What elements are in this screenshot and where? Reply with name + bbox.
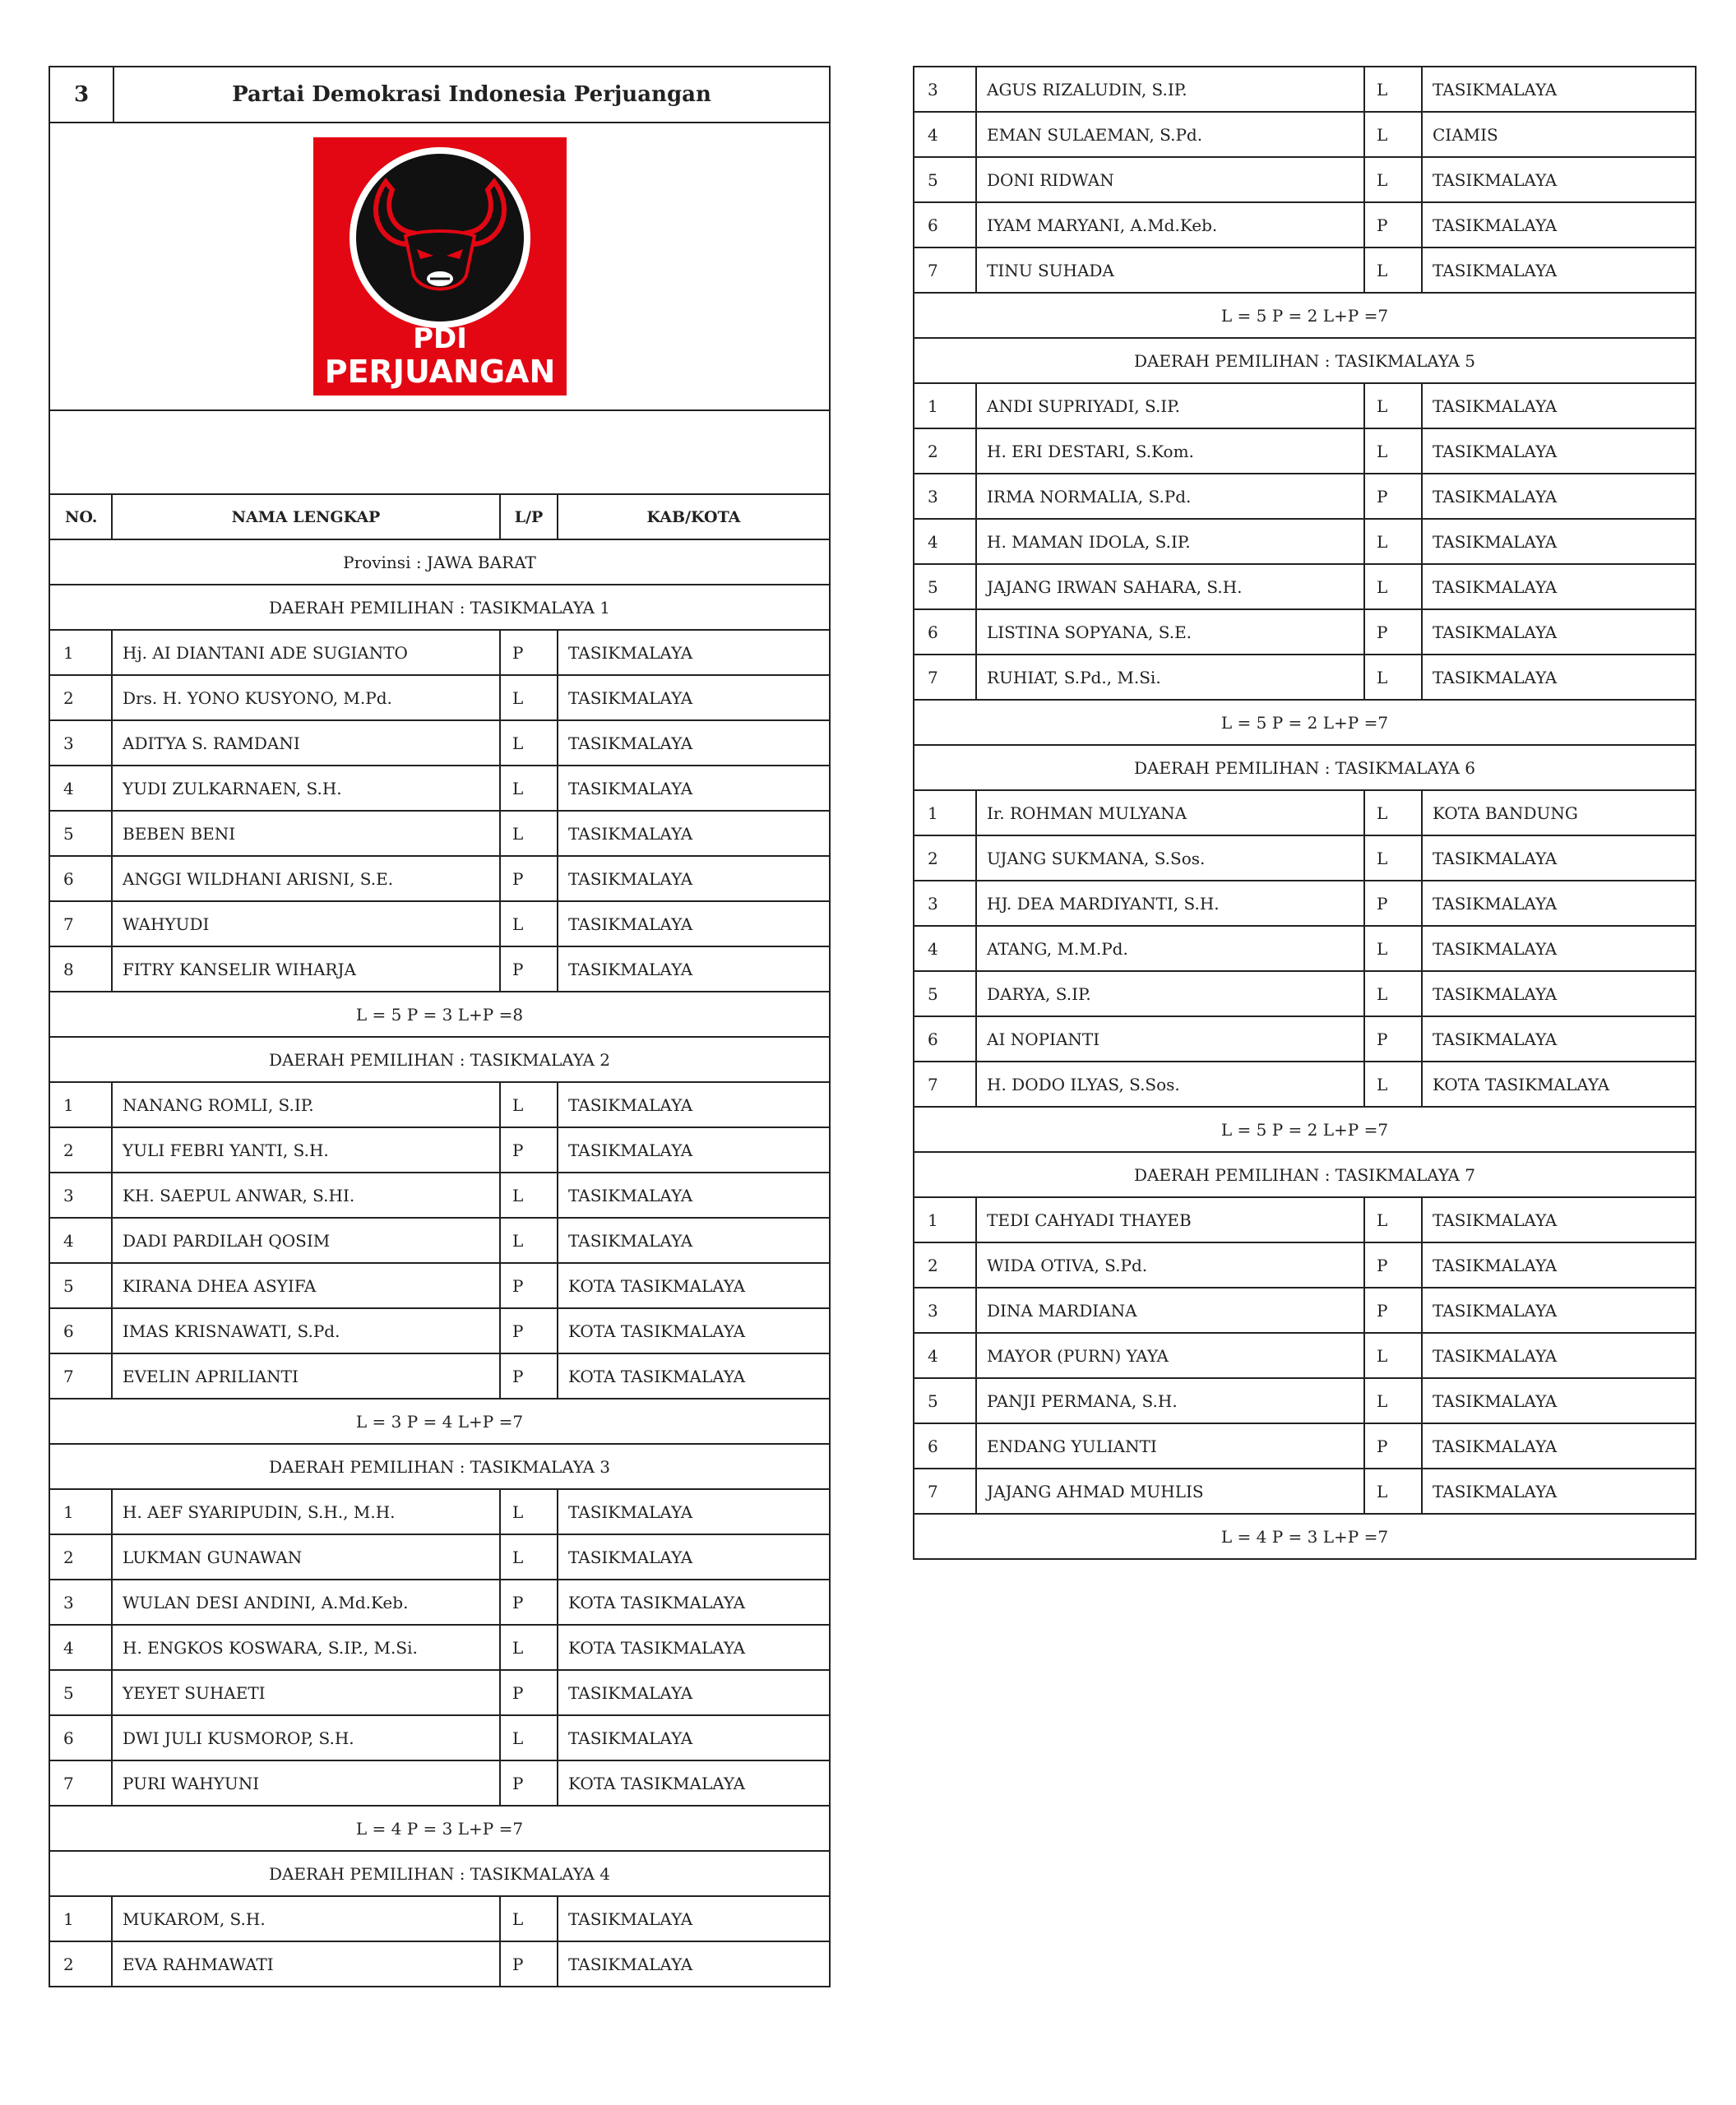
cell-kab: KOTA BANDUNG xyxy=(1433,803,1578,823)
cell-lp: P xyxy=(501,947,558,991)
cell-no: 5 xyxy=(914,565,977,608)
cell-kab: TASIKMALAYA xyxy=(1433,1300,1558,1321)
cell-kab: TASIKMALAYA xyxy=(568,1140,693,1160)
cell-lp: P xyxy=(501,1309,558,1353)
summary-row: L = 3 P = 4 L+P =7 xyxy=(50,1399,829,1445)
cell-kab: KOTA TASIKMALAYA xyxy=(568,1637,746,1658)
cell-lp: L xyxy=(1365,836,1423,880)
summary-row: L = 5 P = 3 L+P =8 xyxy=(50,992,829,1038)
cell-name: DADI PARDILAH QOSIM xyxy=(113,1219,501,1262)
cell-name: WIDA OTIVA, S.Pd. xyxy=(977,1243,1365,1287)
cell-lp: L xyxy=(501,1173,558,1217)
cell-lp: P xyxy=(1365,1017,1423,1061)
cell-kab: TASIKMALAYA xyxy=(568,1185,693,1205)
cell-kab: TASIKMALAYA xyxy=(568,1547,693,1567)
col-no-header: NO. xyxy=(50,495,113,539)
cell-lp: P xyxy=(501,1354,558,1398)
cell-lp: L xyxy=(1365,1379,1423,1423)
table-row xyxy=(914,1379,1695,1424)
cell-name: JAJANG IRWAN SAHARA, S.H. xyxy=(977,565,1365,608)
cell-no: 7 xyxy=(914,248,977,292)
cell-no: 1 xyxy=(50,1490,113,1534)
cell-no: 2 xyxy=(914,429,977,473)
cell-kab: TASIKMALAYA xyxy=(1433,396,1558,416)
cell-name: H. ERI DESTARI, S.Kom. xyxy=(977,429,1365,473)
cell-no: 3 xyxy=(914,881,977,925)
cell-kab: TASIKMALAYA xyxy=(568,642,693,663)
cell-kab: TASIKMALAYA xyxy=(1433,1390,1558,1411)
district-header: DAERAH PEMILIHAN : TASIKMALAYA 6 xyxy=(914,746,1695,791)
table-row xyxy=(914,881,1695,927)
cell-no: 5 xyxy=(914,972,977,1015)
cell-lp: L xyxy=(501,1897,558,1941)
cell-lp: P xyxy=(501,1942,558,1986)
table-row xyxy=(50,721,829,766)
cell-no: 3 xyxy=(914,474,977,518)
cell-no: 1 xyxy=(50,631,113,674)
left-table-body xyxy=(50,540,829,1986)
cell-name: EMAN SULAEMAN, S.Pd. xyxy=(977,113,1365,156)
district-header: DAERAH PEMILIHAN : TASIKMALAYA 4 xyxy=(50,1852,829,1897)
cell-kab: TASIKMALAYA xyxy=(1433,260,1558,280)
party-header xyxy=(50,67,829,123)
col-lp-header: L/P xyxy=(501,495,558,539)
cell-kab: TASIKMALAYA xyxy=(568,687,693,708)
cell-kab: TASIKMALAYA xyxy=(1433,938,1558,959)
cell-lp: L xyxy=(1365,248,1423,292)
table-row xyxy=(914,113,1695,158)
cell-name: MUKAROM, S.H. xyxy=(113,1897,501,1941)
table-row xyxy=(914,836,1695,881)
cell-lp: L xyxy=(1365,429,1423,473)
cell-no: 5 xyxy=(914,1379,977,1423)
cell-kab: TASIKMALAYA xyxy=(1433,667,1558,687)
cell-lp: L xyxy=(1365,791,1423,835)
cell-lp: L xyxy=(1365,972,1423,1015)
table-row xyxy=(50,1580,829,1626)
cell-lp: P xyxy=(501,631,558,674)
cell-name: ADITYA S. RAMDANI xyxy=(113,721,501,765)
right-table xyxy=(913,66,1697,1560)
table-row xyxy=(50,1626,829,1671)
cell-no: 7 xyxy=(50,1761,113,1805)
cell-lp: P xyxy=(501,1671,558,1714)
cell-no: 6 xyxy=(50,1309,113,1353)
cell-kab: TASIKMALAYA xyxy=(1433,441,1558,461)
cell-name: ANGGI WILDHANI ARISNI, S.E. xyxy=(113,857,501,900)
table-row xyxy=(914,1334,1695,1379)
cell-name: YUDI ZULKARNAEN, S.H. xyxy=(113,766,501,810)
cell-kab: TASIKMALAYA xyxy=(1433,622,1558,642)
cell-name: FITRY KANSELIR WIHARJA xyxy=(113,947,501,991)
cell-name: DWI JULI KUSMOROP, S.H. xyxy=(113,1716,501,1760)
table-row xyxy=(914,384,1695,429)
cell-kab: TASIKMALAYA xyxy=(1433,1210,1558,1230)
cell-kab: TASIKMALAYA xyxy=(1433,486,1558,507)
cell-lp: L xyxy=(1365,67,1423,111)
table-row xyxy=(914,972,1695,1017)
cell-lp: L xyxy=(1365,520,1423,563)
district-header: DAERAH PEMILIHAN : TASIKMALAYA 2 xyxy=(50,1038,829,1083)
cell-kab: TASIKMALAYA xyxy=(1433,983,1558,1004)
table-row xyxy=(50,1671,829,1716)
cell-no: 2 xyxy=(914,1243,977,1287)
cell-name: IYAM MARYANI, A.Md.Keb. xyxy=(977,203,1365,247)
cell-name: ATANG, M.M.Pd. xyxy=(977,927,1365,970)
cell-name: IRMA NORMALIA, S.Pd. xyxy=(977,474,1365,518)
cell-no: 4 xyxy=(50,766,113,810)
cell-name: DONI RIDWAN xyxy=(977,158,1365,201)
table-row xyxy=(50,1716,829,1761)
table-row xyxy=(50,812,829,857)
cell-name: EVA RAHMAWATI xyxy=(113,1942,501,1986)
cell-no: 4 xyxy=(914,1334,977,1377)
table-row xyxy=(50,1490,829,1535)
table-row xyxy=(914,248,1695,294)
cell-lp: L xyxy=(1365,655,1423,699)
pdip-logo xyxy=(313,137,567,396)
cell-lp: L xyxy=(1365,113,1423,156)
table-row xyxy=(914,791,1695,836)
cell-lp: L xyxy=(501,1535,558,1579)
cell-lp: L xyxy=(1365,158,1423,201)
summary-row: Provinsi : JAWA BARAT xyxy=(50,540,829,585)
table-row xyxy=(914,1424,1695,1469)
cell-name: PURI WAHYUNI xyxy=(113,1761,501,1805)
table-row xyxy=(50,1083,829,1128)
table-row xyxy=(914,655,1695,701)
table-row xyxy=(914,610,1695,655)
cell-lp: L xyxy=(1365,1198,1423,1242)
cell-kab: TASIKMALAYA xyxy=(1433,1481,1558,1501)
table-row xyxy=(914,1198,1695,1243)
cell-no: 7 xyxy=(50,902,113,946)
cell-kab: TASIKMALAYA xyxy=(1433,531,1558,552)
cell-no: 3 xyxy=(50,1580,113,1624)
cell-kab: KOTA TASIKMALAYA xyxy=(568,1592,746,1612)
cell-no: 6 xyxy=(914,203,977,247)
cell-kab: TASIKMALAYA xyxy=(1433,848,1558,868)
table-row xyxy=(50,1309,829,1354)
cell-lp: L xyxy=(501,812,558,855)
summary-row: L = 5 P = 2 L+P =7 xyxy=(914,294,1695,339)
cell-name: H. MAMAN IDOLA, S.IP. xyxy=(977,520,1365,563)
cell-lp: P xyxy=(1365,474,1423,518)
cell-no: 3 xyxy=(914,1288,977,1332)
cell-lp: P xyxy=(501,1580,558,1624)
cell-no: 5 xyxy=(914,158,977,201)
table-row xyxy=(914,1017,1695,1062)
cell-kab: TASIKMALAYA xyxy=(1433,1029,1558,1049)
cell-kab: TASIKMALAYA xyxy=(568,1094,693,1115)
cell-kab: TASIKMALAYA xyxy=(568,1908,693,1929)
cell-kab: TASIKMALAYA xyxy=(1433,169,1558,190)
table-row xyxy=(914,927,1695,972)
cell-lp: P xyxy=(1365,610,1423,654)
cell-lp: L xyxy=(501,766,558,810)
cell-no: 1 xyxy=(914,1198,977,1242)
district-header: DAERAH PEMILIHAN : TASIKMALAYA 7 xyxy=(914,1153,1695,1198)
cell-lp: L xyxy=(501,902,558,946)
cell-lp: L xyxy=(501,1083,558,1127)
cell-no: 7 xyxy=(914,655,977,699)
cell-kab: TASIKMALAYA xyxy=(568,823,693,844)
cell-lp: L xyxy=(501,1626,558,1669)
cell-no: 4 xyxy=(50,1626,113,1669)
cell-kab: KOTA TASIKMALAYA xyxy=(568,1321,746,1341)
cell-name: H. AEF SYARIPUDIN, S.H., M.H. xyxy=(113,1490,501,1534)
cell-no: 5 xyxy=(50,1264,113,1307)
cell-no: 4 xyxy=(50,1219,113,1262)
cell-no: 6 xyxy=(914,1017,977,1061)
cell-lp: L xyxy=(501,676,558,719)
cell-name: KIRANA DHEA ASYIFA xyxy=(113,1264,501,1307)
table-row xyxy=(50,1897,829,1942)
cell-no: 4 xyxy=(914,520,977,563)
table-row xyxy=(914,1288,1695,1334)
cell-no: 6 xyxy=(50,1716,113,1760)
cell-lp: P xyxy=(501,1761,558,1805)
cell-kab: KOTA TASIKMALAYA xyxy=(568,1773,746,1793)
cell-name: BEBEN BENI xyxy=(113,812,501,855)
cell-name: H. ENGKOS KOSWARA, S.IP., M.Si. xyxy=(113,1626,501,1669)
cell-name: UJANG SUKMANA, S.Sos. xyxy=(977,836,1365,880)
cell-name: AGUS RIZALUDIN, S.IP. xyxy=(977,67,1365,111)
cell-no: 2 xyxy=(50,676,113,719)
table-row xyxy=(50,902,829,947)
cell-name: Ir. ROHMAN MULYANA xyxy=(977,791,1365,835)
cell-no: 1 xyxy=(914,384,977,428)
cell-no: 2 xyxy=(50,1942,113,1986)
cell-kab: TASIKMALAYA xyxy=(1433,1436,1558,1456)
cell-kab: TASIKMALAYA xyxy=(568,778,693,798)
cell-no: 2 xyxy=(50,1535,113,1579)
cell-no: 3 xyxy=(50,1173,113,1217)
summary-row: L = 5 P = 2 L+P =7 xyxy=(914,701,1695,746)
table-row xyxy=(914,429,1695,474)
cell-no: 6 xyxy=(914,1424,977,1468)
cell-kab: CIAMIS xyxy=(1433,124,1498,145)
cell-kab: TASIKMALAYA xyxy=(1433,79,1558,99)
logo-cell xyxy=(50,123,829,411)
cell-no: 7 xyxy=(914,1062,977,1106)
right-table-body xyxy=(914,67,1695,1558)
cell-lp: P xyxy=(1365,1424,1423,1468)
table-row xyxy=(50,1761,829,1807)
table-row xyxy=(50,1219,829,1264)
cell-name: WAHYUDI xyxy=(113,902,501,946)
cell-name: LISTINA SOPYANA, S.E. xyxy=(977,610,1365,654)
cell-name: MAYOR (PURN) YAYA xyxy=(977,1334,1365,1377)
cell-lp: L xyxy=(501,1716,558,1760)
cell-no: 5 xyxy=(50,1671,113,1714)
summary-row: L = 4 P = 3 L+P =7 xyxy=(1220,1526,1389,1547)
cell-lp: L xyxy=(1365,1334,1423,1377)
cell-kab: TASIKMALAYA xyxy=(1433,576,1558,597)
cell-lp: L xyxy=(1365,1062,1423,1106)
district-header: DAERAH PEMILIHAN : TASIKMALAYA 3 xyxy=(50,1445,829,1490)
cell-name: KH. SAEPUL ANWAR, S.HI. xyxy=(113,1173,501,1217)
table-row xyxy=(50,1173,829,1219)
column-header-row xyxy=(50,495,829,540)
cell-name: EVELIN APRILIANTI xyxy=(113,1354,501,1398)
table-row xyxy=(914,203,1695,248)
table-row xyxy=(914,474,1695,520)
cell-kab: TASIKMALAYA xyxy=(1433,1255,1558,1275)
table-row xyxy=(914,1062,1695,1108)
left-table xyxy=(49,66,831,1987)
table-row xyxy=(914,158,1695,203)
table-row xyxy=(50,631,829,676)
cell-no: 2 xyxy=(50,1128,113,1172)
blank-row xyxy=(50,411,829,495)
cell-kab: TASIKMALAYA xyxy=(1433,893,1558,914)
cell-name: Drs. H. YONO KUSYONO, M.Pd. xyxy=(113,676,501,719)
cell-no: 5 xyxy=(50,812,113,855)
table-row xyxy=(914,1243,1695,1288)
cell-kab: TASIKMALAYA xyxy=(568,959,693,979)
cell-kab: TASIKMALAYA xyxy=(568,1682,693,1703)
district-header: DAERAH PEMILIHAN : TASIKMALAYA 5 xyxy=(914,339,1695,384)
party-name: Partai Demokrasi Indonesia Perjuangan xyxy=(232,82,711,107)
cell-lp: P xyxy=(1365,203,1423,247)
table-row xyxy=(914,520,1695,565)
cell-kab: KOTA TASIKMALAYA xyxy=(568,1275,746,1296)
table-row xyxy=(914,67,1695,113)
table-row xyxy=(50,766,829,812)
cell-name: ENDANG YULIANTI xyxy=(977,1424,1365,1468)
table-row xyxy=(914,1469,1695,1515)
party-number: 3 xyxy=(50,67,114,122)
table-row xyxy=(50,857,829,902)
cell-name: TINU SUHADA xyxy=(977,248,1365,292)
logo-text-perjuangan: PERJUANGAN xyxy=(324,354,555,390)
cell-lp: L xyxy=(1365,384,1423,428)
cell-kab: KOTA TASIKMALAYA xyxy=(1433,1074,1610,1094)
cell-lp: P xyxy=(501,1128,558,1172)
cell-no: 1 xyxy=(914,791,977,835)
cell-kab: TASIKMALAYA xyxy=(1433,215,1558,235)
cell-lp: L xyxy=(501,1490,558,1534)
cell-name: HJ. DEA MARDIYANTI, S.H. xyxy=(977,881,1365,925)
cell-lp: P xyxy=(1365,1243,1423,1287)
cell-lp: L xyxy=(1365,565,1423,608)
cell-name: Hj. AI DIANTANI ADE SUGIANTO xyxy=(113,631,501,674)
cell-name: PANJI PERMANA, S.H. xyxy=(977,1379,1365,1423)
summary-row: L = 4 P = 3 L+P =7 xyxy=(50,1807,829,1852)
cell-no: 8 xyxy=(50,947,113,991)
cell-lp: L xyxy=(501,1219,558,1262)
cell-name: H. DODO ILYAS, S.Sos. xyxy=(977,1062,1365,1106)
cell-no: 6 xyxy=(50,857,113,900)
cell-name: JAJANG AHMAD MUHLIS xyxy=(977,1469,1365,1513)
cell-lp: P xyxy=(501,857,558,900)
table-row xyxy=(914,565,1695,610)
district-header: DAERAH PEMILIHAN : TASIKMALAYA 1 xyxy=(50,585,829,631)
cell-kab: KOTA TASIKMALAYA xyxy=(568,1366,746,1386)
cell-lp: L xyxy=(501,721,558,765)
cell-no: 7 xyxy=(914,1469,977,1513)
cell-name: ANDI SUPRIYADI, S.IP. xyxy=(977,384,1365,428)
cell-kab: TASIKMALAYA xyxy=(568,1501,693,1522)
table-row xyxy=(50,1354,829,1399)
cell-lp: L xyxy=(1365,927,1423,970)
cell-kab: TASIKMALAYA xyxy=(568,733,693,753)
cell-no: 3 xyxy=(914,67,977,111)
cell-name: LUKMAN GUNAWAN xyxy=(113,1535,501,1579)
cell-lp: P xyxy=(1365,1288,1423,1332)
cell-name: YEYET SUHAETI xyxy=(113,1671,501,1714)
cell-kab: TASIKMALAYA xyxy=(568,868,693,889)
table-row xyxy=(50,1535,829,1580)
cell-name: AI NOPIANTI xyxy=(977,1017,1365,1061)
cell-no: 1 xyxy=(50,1083,113,1127)
cell-name: IMAS KRISNAWATI, S.Pd. xyxy=(113,1309,501,1353)
logo-text-pdi: PDI xyxy=(412,322,467,355)
cell-name: NANANG ROMLI, S.IP. xyxy=(113,1083,501,1127)
cell-name: WULAN DESI ANDINI, A.Md.Keb. xyxy=(113,1580,501,1624)
cell-no: 6 xyxy=(914,610,977,654)
summary-row: L = 5 P = 2 L+P =7 xyxy=(914,1108,1695,1153)
cell-kab: TASIKMALAYA xyxy=(1433,1345,1558,1366)
cell-lp: P xyxy=(501,1264,558,1307)
cell-no: 7 xyxy=(50,1354,113,1398)
col-kab-header: KAB/KOTA xyxy=(646,507,741,526)
cell-kab: TASIKMALAYA xyxy=(568,1230,693,1251)
cell-name: YULI FEBRI YANTI, S.H. xyxy=(113,1128,501,1172)
cell-name: DINA MARDIANA xyxy=(977,1288,1365,1332)
cell-no: 1 xyxy=(50,1897,113,1941)
cell-no: 4 xyxy=(914,113,977,156)
table-row xyxy=(50,947,829,992)
cell-kab: TASIKMALAYA xyxy=(568,914,693,934)
cell-lp: P xyxy=(1365,881,1423,925)
cell-name: RUHIAT, S.Pd., M.Si. xyxy=(977,655,1365,699)
table-row xyxy=(50,1128,829,1173)
cell-no: 3 xyxy=(50,721,113,765)
table-row xyxy=(50,676,829,721)
table-row xyxy=(50,1264,829,1309)
cell-no: 4 xyxy=(914,927,977,970)
cell-kab: TASIKMALAYA xyxy=(568,1728,693,1748)
table-row xyxy=(50,1942,829,1986)
col-name-header: NAMA LENGKAP xyxy=(113,495,501,539)
cell-name: DARYA, S.IP. xyxy=(977,972,1365,1015)
cell-name: TEDI CAHYADI THAYEB xyxy=(977,1198,1365,1242)
cell-lp: L xyxy=(1365,1469,1423,1513)
cell-no: 2 xyxy=(914,836,977,880)
cell-kab: TASIKMALAYA xyxy=(568,1954,693,1974)
